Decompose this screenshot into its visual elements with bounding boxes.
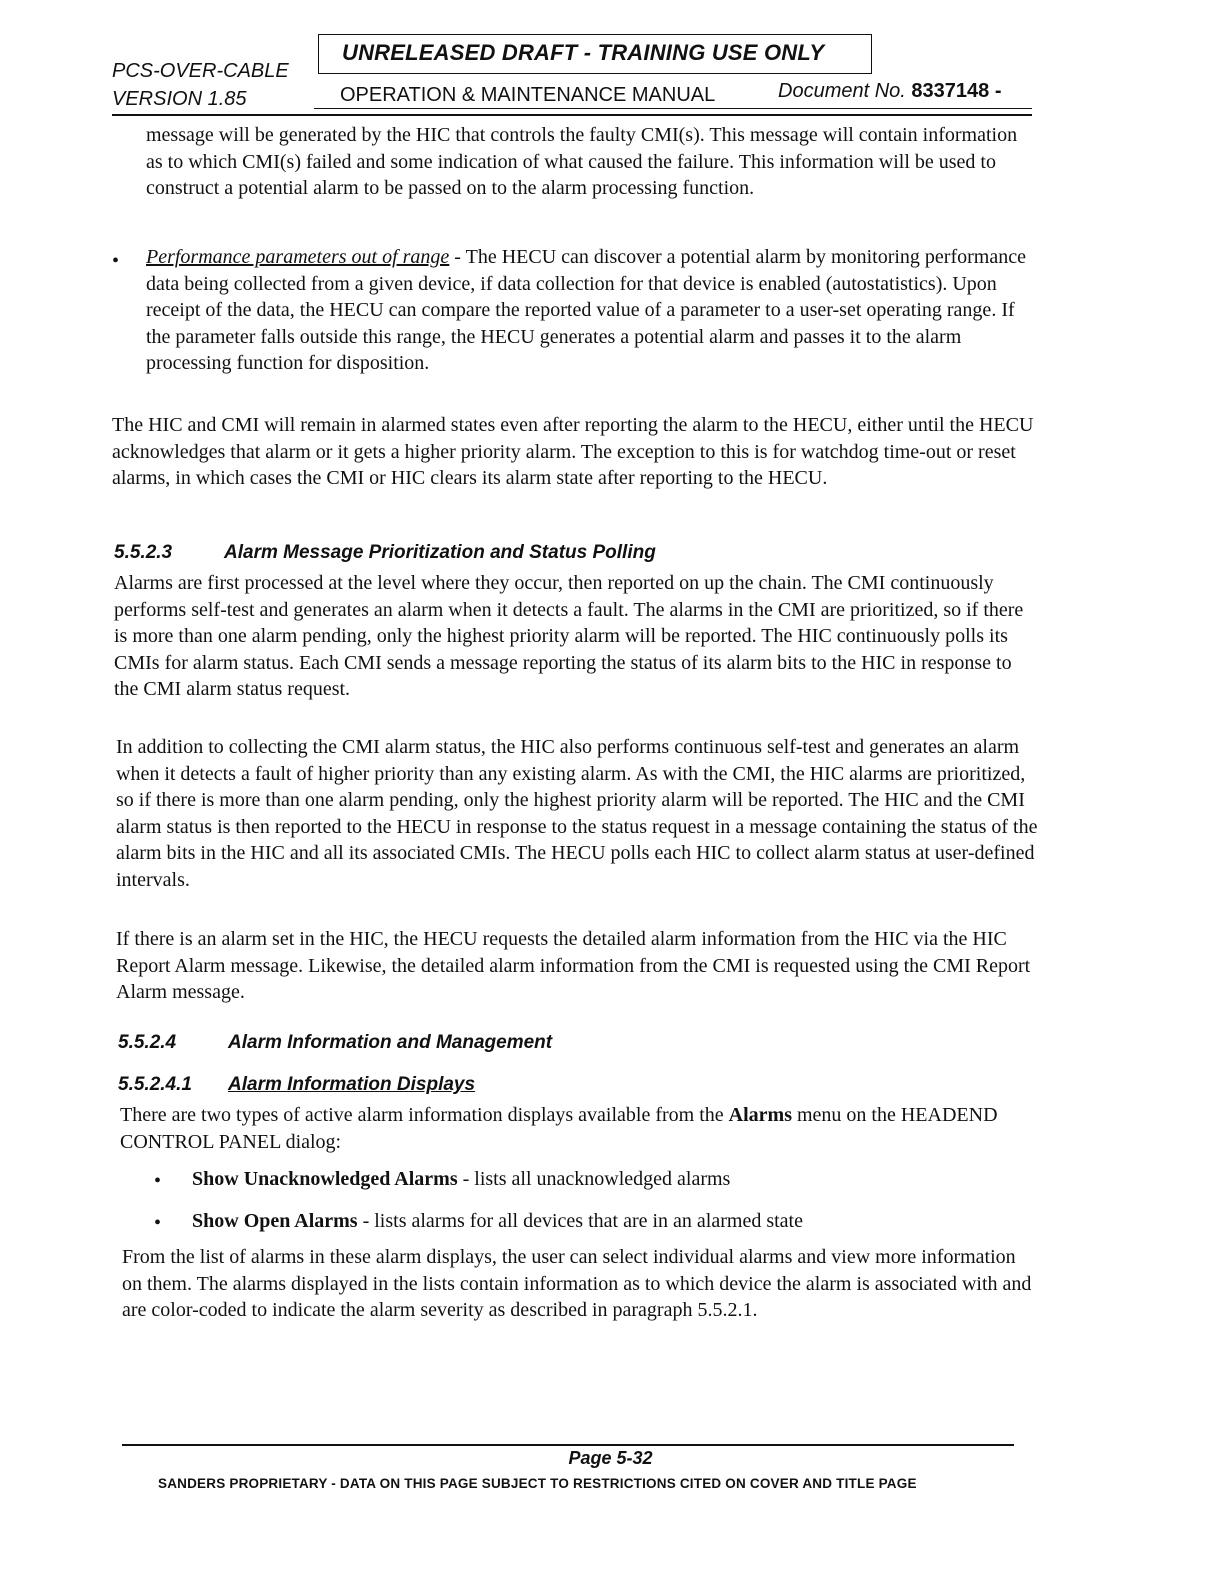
section-title: Alarm Message Prioritization and Status Polling [224, 542, 656, 563]
text-segment: - lists all unacknowledged alarms [457, 1168, 731, 1190]
menu-item-name: Show Open Alarms [192, 1210, 358, 1232]
product-name: PCS-OVER-CABLE [112, 60, 289, 82]
manual-title: OPERATION & MAINTENANCE MANUAL [340, 84, 716, 106]
document-label: Document No. [778, 80, 906, 102]
paragraph-alarmed-states: The HIC and CMI will remain in alarmed states even after reporting the alarm to the HECU, either until the HECU acknowledges that alarm or it gets a higher priority alarm. The exception to this is for watchdog time-out or reset alarms, in which cases the CMI or HIC clears its alarm state after reporting to the HECU. [112, 414, 1034, 489]
bullet-marker: • [154, 1212, 162, 1234]
section-heading-5-5-2-3 [114, 542, 656, 564]
bullet-performance-text: - The HECU can discover a potential alarm by monitoring performance data being collected from a given device, if data collection for that device is enabled (autostatistics). Upon receipt of the data, the HECU can compare the reported value of a parameter to a user-set operating range. If the parameter falls outside this range, the HECU generates a potential alarm and passes it to the alarm processing function for disposition. [146, 246, 1026, 374]
section-number: 5.5.2.4.1 [118, 1074, 192, 1095]
section-heading-5-5-2-4-1 [118, 1074, 475, 1096]
section-title: Alarm Information and Management [228, 1032, 553, 1053]
paragraph-alarm-displays [120, 1102, 1040, 1155]
header-divider [112, 114, 1032, 116]
menu-item-name: Show Unacknowledged Alarms [192, 1168, 458, 1190]
bullet-open-alarms [192, 1208, 1032, 1235]
product-version: VERSION 1.85 [112, 88, 247, 110]
draft-banner: UNRELEASED DRAFT - TRAINING USE ONLY [342, 40, 825, 65]
section-title: Alarm Information Displays [228, 1074, 476, 1095]
bullet-marker: • [154, 1170, 162, 1192]
bullet-performance-title: Performance parameters out of range [146, 246, 450, 268]
alarms-menu-name: Alarms [728, 1104, 792, 1126]
paragraph-hic-alarm-status: In addition to collecting the CMI alarm status, the HIC also performs continuous self-test and generates an alarm when it detects a fault of higher priority than any existing alarm. As with the CMI, the HIC alarms are prioritized, so if there is more than one alarm pending, only the highest priority alarm will be reported. The HIC and the CMI alarm status is then reported to the HECU in response to the status request in a message containing the status of the alarm bits in the HIC and all its associated CMIs. The HECU polls each HIC to collect alarm status at user-defined intervals. [116, 736, 1038, 891]
paragraph-report-alarm: If there is an alarm set in the HIC, the HECU requests the detailed alarm information from the HIC via the HIC Report Alarm message. Likewise, the detailed alarm information from the CMI is requested using the CMI Report Alarm message. [116, 928, 1031, 1003]
text-segment: menu on the HEADEND CONTROL PANEL dialog: [120, 1104, 998, 1153]
bullet-unacknowledged-alarms [192, 1166, 1032, 1193]
document-number-value: 8337148 - [911, 80, 1002, 102]
section-heading-5-5-2-4 [118, 1032, 552, 1054]
header-underline [314, 108, 1032, 109]
section-number: 5.5.2.4 [118, 1032, 177, 1053]
document-number [778, 80, 1001, 103]
bullet-performance [146, 244, 1036, 377]
paragraph-alarm-processing: Alarms are first processed at the level where they occur, then reported on up the chain. The CMI continuously performs self-test and generates an alarm when it detects a fault. The alarms in the CMI are prioritized, so if there is more than one alarm pending, only the highest priority alarm will be reported. The HIC continuously polls its CMIs for alarm status. Each CMI sends a message reporting the status of its alarm bits to the HIC in response to the CMI alarm status request. [114, 572, 1024, 700]
text-segment: There are two types of active alarm information displays available from the [120, 1104, 729, 1126]
paragraph-alarm-list: From the list of alarms in these alarm displays, the user can select individual alarms and view more information on them. The alarms displayed in the lists contain information as to which device the alarm is associated with and are color-coded to indicate the alarm severity as described in paragraph 5.5.2.1. [122, 1246, 1032, 1321]
proprietary-notice: SANDERS PROPRIETARY - DATA ON THIS PAGE SUBJECT TO RESTRICTIONS CITED ON COVER AND TITLE PAGE [158, 1476, 917, 1491]
page-number: Page 5-32 [568, 1448, 653, 1468]
footer-divider [122, 1444, 1014, 1446]
bullet-marker: • [112, 250, 120, 272]
text-segment: - lists alarms for all devices that are in an alarmed state [357, 1210, 803, 1232]
section-number: 5.5.2.3 [114, 542, 173, 563]
paragraph-cmi-failure: message will be generated by the HIC that controls the faulty CMI(s). This message will contain information as to which CMI(s) failed and some indication of what caused the failure. This information will be used to construct a potential alarm to be passed on to the alarm processing function. [146, 124, 1018, 199]
